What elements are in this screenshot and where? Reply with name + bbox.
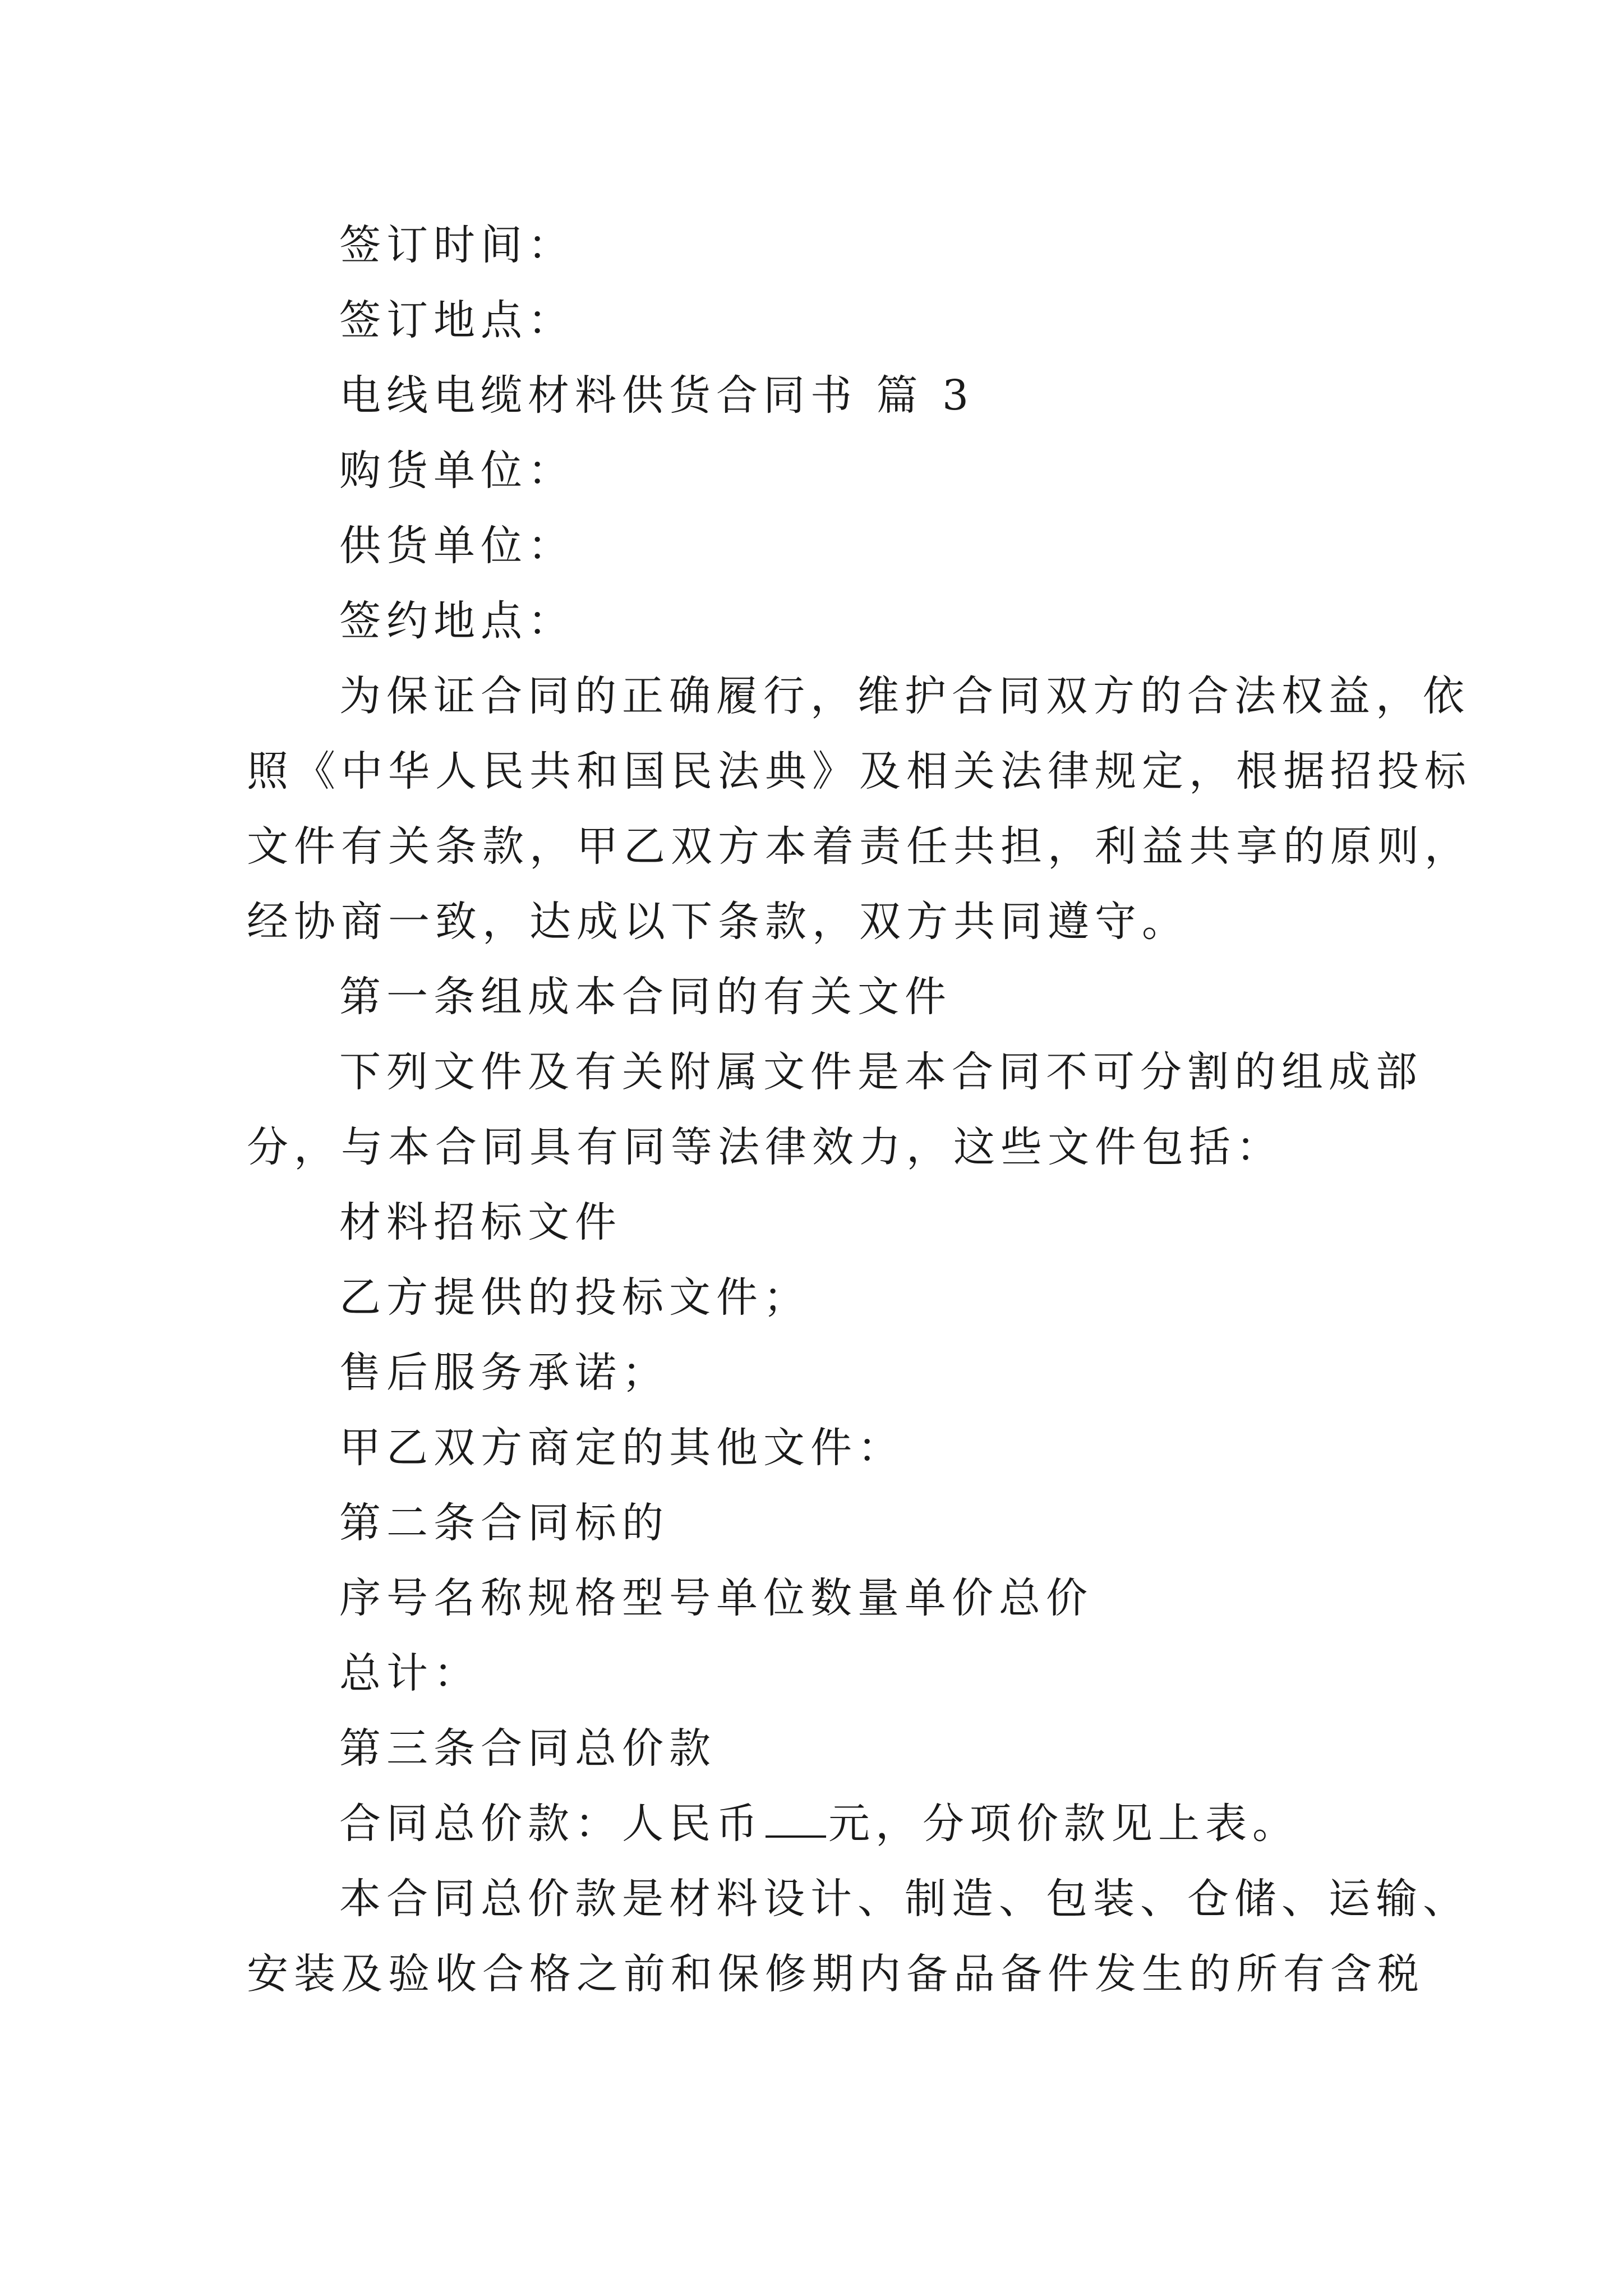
price-suffix: 元，分项价款见上表。 xyxy=(828,1800,1299,1848)
doc-list-item: 乙方提供的投标文件； xyxy=(339,1273,810,1322)
article3-paragraph-line: 安装及验收合格之前和保修期内备品备件发生的所有含税 xyxy=(247,1950,1424,1998)
section-title: 电线电缆材料供货合同书 篇 3 xyxy=(339,371,975,420)
doc-list-item: 售后服务承诺； xyxy=(339,1349,669,1397)
sign-place-line: 签订地点： xyxy=(339,296,575,344)
sign-time-line: 签订时间： xyxy=(339,221,575,269)
intro-paragraph-line: 文件有关条款，甲乙双方本着责任共担，利益共享的原则， xyxy=(247,822,1472,871)
buyer-line: 购货单位： xyxy=(339,447,575,495)
intro-paragraph-line: 为保证合同的正确履行，维护合同双方的合法权益，依 xyxy=(339,672,1470,720)
article3-paragraph-line: 本合同总价款是材料设计、制造、包装、仓储、运输、 xyxy=(339,1875,1470,1923)
intro-paragraph-line: 经协商一致，达成以下条款，双方共同遵守。 xyxy=(247,898,1189,946)
supplier-line: 供货单位： xyxy=(339,522,575,570)
article1-title: 第一条组成本合同的有关文件 xyxy=(339,973,952,1021)
amount-blank xyxy=(766,1801,826,1838)
total-line: 总计： xyxy=(339,1649,481,1697)
doc-list-item: 甲乙双方商定的其他文件： xyxy=(339,1424,905,1472)
article2-title: 第二条合同标的 xyxy=(339,1499,669,1547)
doc-list-item: 材料招标文件 xyxy=(339,1198,622,1246)
article3-title: 第三条合同总价款 xyxy=(339,1724,716,1773)
article1-paragraph-line: 下列文件及有关附属文件是本合同不可分割的组成部 xyxy=(339,1048,1423,1096)
table-header-line: 序号名称规格型号单位数量单价总价 xyxy=(339,1574,1093,1622)
contract-place-line: 签约地点： xyxy=(339,597,575,645)
price-prefix: 合同总价款：人民币 xyxy=(339,1800,763,1848)
article1-paragraph-line: 分，与本合同具有同等法律效力，这些文件包括： xyxy=(247,1123,1283,1171)
price-line xyxy=(0,1786,1623,1861)
intro-paragraph-line: 照《中华人民共和国民法典》及相关法律规定，根据招投标 xyxy=(247,747,1472,795)
